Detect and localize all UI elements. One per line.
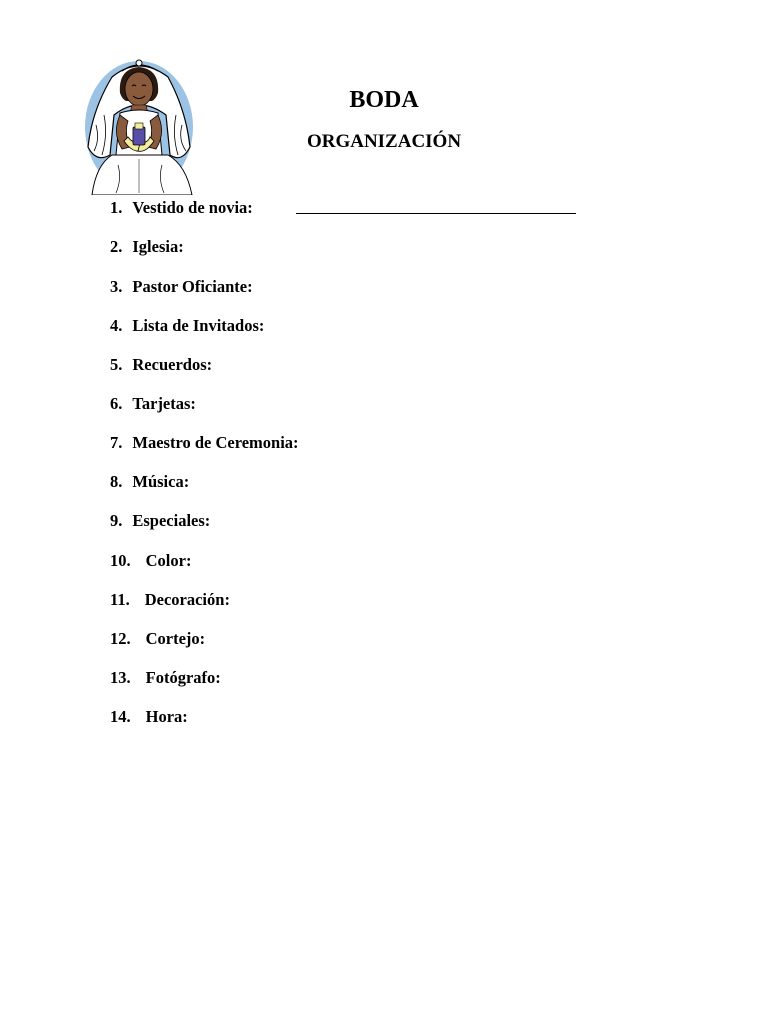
item-number: 14. (110, 707, 131, 726)
item-number: 3. (110, 277, 123, 296)
item-label: Tarjetas: (132, 394, 196, 413)
item-label: Pastor Oficiante: (132, 277, 253, 296)
item-number: 1. (110, 198, 123, 217)
item-number: 6. (110, 394, 123, 413)
item-label: Lista de Invitados: (132, 316, 265, 335)
item-label: Color: (145, 551, 192, 570)
bride-icon (82, 55, 198, 195)
item-label: Música: (132, 472, 190, 491)
list-item (110, 277, 253, 297)
item-number: 5. (110, 355, 123, 374)
list-item (110, 707, 188, 727)
list-item (110, 472, 189, 492)
list-item (110, 551, 191, 571)
item-number: 13. (110, 668, 131, 687)
list-item (110, 237, 184, 257)
item-label: Recuerdos: (132, 355, 213, 374)
list-item (110, 511, 210, 531)
list-item (110, 316, 264, 336)
page-title: BODA (349, 87, 419, 113)
item-label: Fotógrafo: (145, 668, 221, 687)
list-item (110, 590, 230, 610)
answer-line (296, 213, 576, 214)
item-number: 2. (110, 237, 123, 256)
item-label: Iglesia: (132, 237, 184, 256)
list-item (110, 668, 221, 688)
list-item (110, 629, 205, 649)
item-number: 11. (110, 590, 130, 609)
list-item (110, 433, 299, 453)
item-label: Cortejo: (145, 629, 206, 648)
list-item (110, 394, 196, 414)
item-label: Hora: (145, 707, 188, 726)
item-number: 7. (110, 433, 123, 452)
item-number: 10. (110, 551, 131, 570)
page-subtitle: ORGANIZACIÓN (306, 131, 462, 152)
list-item (110, 355, 212, 375)
item-label: Maestro de Ceremonia: (132, 433, 299, 452)
item-number: 8. (110, 472, 123, 491)
list-item (110, 198, 253, 218)
item-number: 9. (110, 511, 123, 530)
item-label: Vestido de novia: (132, 198, 253, 217)
item-number: 4. (110, 316, 123, 335)
item-label: Especiales: (132, 511, 211, 530)
item-number: 12. (110, 629, 131, 648)
item-label: Decoración: (144, 590, 230, 609)
